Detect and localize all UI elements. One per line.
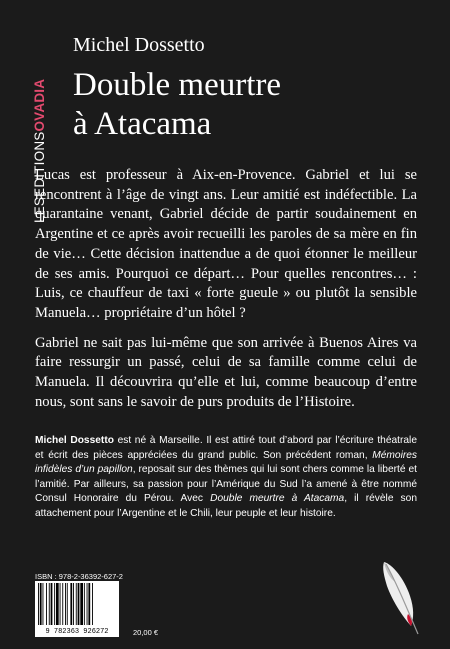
barcode bbox=[35, 581, 119, 627]
synopsis-paragraph-2: Gabriel ne sait pas lui-même que son arrivée à Buenos Aires va faire ressurgir un passé, celui de sa famille comme celui de Manuela. Il découvrira qu’elle et lui, comme beaucoup d’entre nous, sont sans le savoir de purs produits de l’Histoire. bbox=[35, 334, 417, 410]
barcode-digits: 9 782363 926272 bbox=[35, 627, 119, 637]
isbn-label: ISBN : 978-2-36392-627-2 bbox=[35, 572, 123, 581]
feather-icon bbox=[378, 556, 424, 638]
price: 20,00 € bbox=[133, 628, 159, 637]
synopsis-paragraph-1: Lucas est professeur à Aix-en-Provence. Gabriel et lui se rencontrent à l’âge de vingt ans. Leur amitié est indéfectible. La quarantaine venant, Gabriel décide de partir soudainement en Argentine et ce après avoir recueilli les paroles de sa mère en fin de vie… Cette décision inattendue a de quoi étonner le meilleur de ses amis. Pourquoi ce départ… Pour quelles rencontres… : Luis, ce chauffeur de taxi « forte gueule » ou plutôt la sensible Manuela… propriétaire d’un hôtel ? bbox=[35, 167, 417, 321]
synopsis bbox=[35, 166, 417, 422]
bio-book-1: Mémoires infidèles d’un papillon bbox=[35, 449, 417, 476]
bio-text-1: est né à Marseille. Il est attiré tout d’abord par l’écriture théatrale et écrit des pièces appréciées du grand public. Son précédent roman, bbox=[35, 435, 417, 461]
bio-author-name: Michel Dossetto bbox=[35, 435, 114, 446]
title-line-1: Double meurtre bbox=[73, 67, 282, 103]
author-bio bbox=[35, 434, 417, 522]
title-line-2: à Atacama bbox=[73, 106, 212, 142]
bio-text-3: , il révèle son attachement pour l’Argentine et le Chili, leur peuple et leur histoire. bbox=[35, 493, 417, 519]
author-name: Michel Dossetto bbox=[73, 34, 205, 56]
book-title bbox=[73, 66, 281, 144]
bio-book-2: Double meurtre à Atacama bbox=[210, 493, 345, 505]
publisher-name-part1: LESEDITIONS bbox=[32, 131, 47, 223]
publisher-name-part2: OVADIA bbox=[32, 78, 47, 132]
bio-text-2: , reposait sur des thèmes qui lui sont chers comme la liberté et l’amitié. Par ailleurs, sa passion pour l’Amérique du Sud l’a amené à être nommé Consul Honoraire du Pérou. Avec bbox=[35, 464, 417, 505]
